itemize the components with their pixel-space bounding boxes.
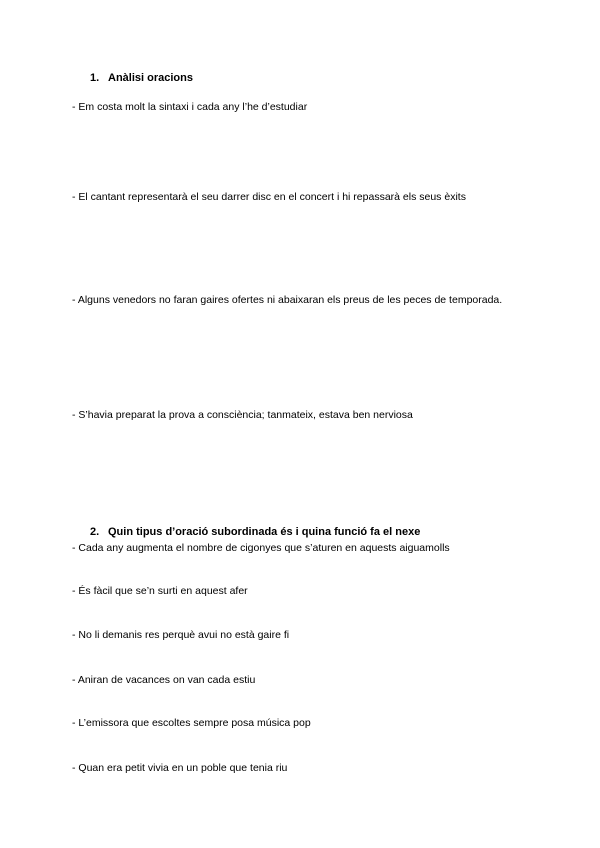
section-1-number: 1. bbox=[90, 72, 100, 84]
section-1-sentence: - El cantant representarà el seu darrer disc en el concert i hi repassarà els seus èxits bbox=[72, 191, 466, 203]
section-2-sentence: - Aniran de vacances on van cada estiu bbox=[72, 674, 256, 686]
section-2-sentence: - No li demanis res perquè avui no està gaire fi bbox=[72, 629, 290, 641]
section-1-heading bbox=[90, 72, 193, 85]
section-2-number: 2. bbox=[90, 526, 100, 538]
section-1-sentence: - Em costa molt la sintaxi i cada any l’he d’estudiar bbox=[72, 101, 308, 113]
section-2-title: Quin tipus d’oració subordinada és i quina funció fa el nexe bbox=[108, 526, 421, 538]
section-1-sentence: - S’havia preparat la prova a consciència; tanmateix, estava ben nerviosa bbox=[72, 409, 413, 421]
section-2-heading bbox=[90, 526, 420, 539]
section-1-sentence: - Alguns venedors no faran gaires ofertes ni abaixaran els preus de les peces de temporada. bbox=[72, 294, 503, 306]
section-1-title: Anàlisi oracions bbox=[108, 72, 193, 84]
section-2-sentence: - L’emissora que escoltes sempre posa música pop bbox=[72, 717, 311, 729]
section-2-sentence: - Quan era petit vivia en un poble que tenia riu bbox=[72, 762, 288, 774]
section-2-sentence: - Cada any augmenta el nombre de cigonyes que s’aturen en aquests aiguamolls bbox=[72, 542, 450, 554]
section-2-sentence: - És fàcil que se’n surti en aquest afer bbox=[72, 585, 248, 597]
